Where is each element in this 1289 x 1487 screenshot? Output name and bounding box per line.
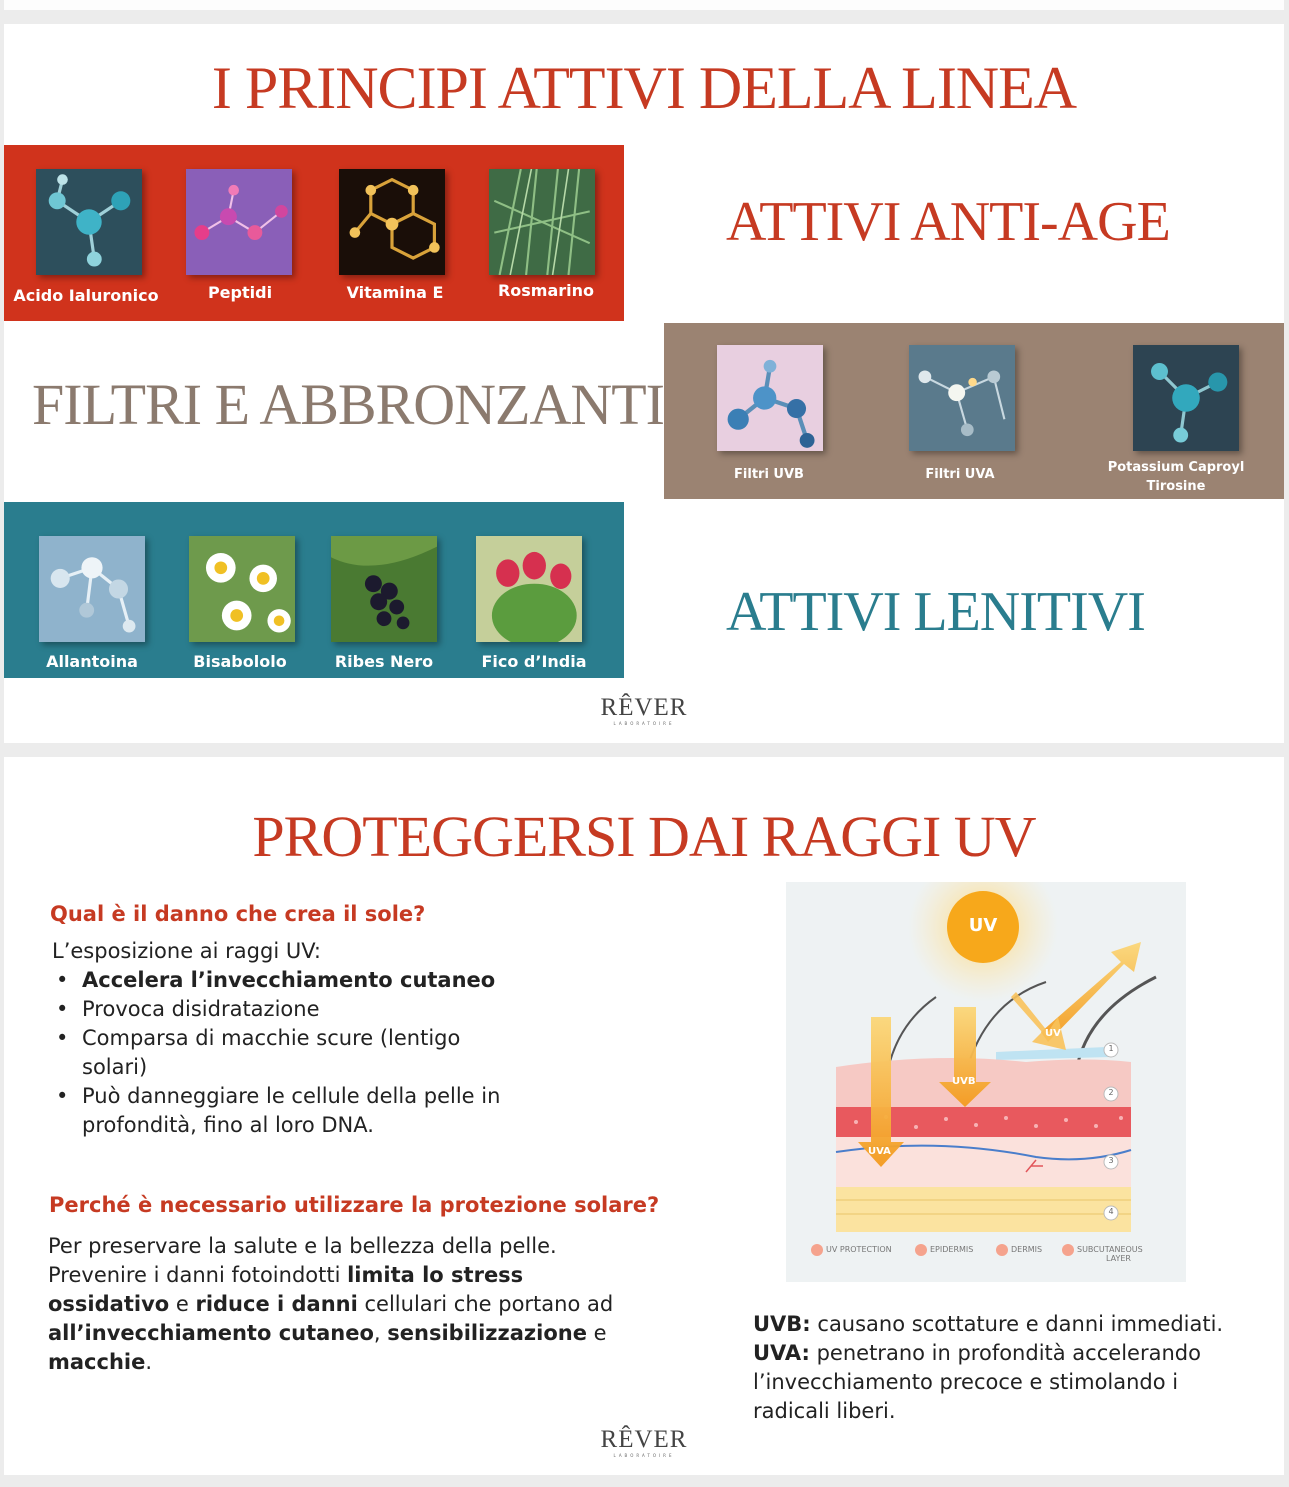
slide-title: I PRINCIPI ATTIVI DELLA LINEA: [211, 55, 1077, 121]
item-label: Allantoina: [46, 652, 138, 671]
slide-title: PROTEGGERSI DAI RAGGI UV: [252, 804, 1036, 869]
intro-text: L’esposizione ai raggi UV:: [52, 939, 321, 963]
item-label: Ribes Nero: [334, 652, 434, 671]
filtri-heading: FILTRI E ABBRONZANTI: [32, 372, 664, 437]
chamomile-icon: [189, 536, 295, 642]
protection-paragraph: Per preservare la salute e la bellezza della pelle. Prevenire i danni fotoindotti limita lo stress ossidativo e riduce i danni cellulari che portano ad all’invecchiamento cutaneo, sensibilizzazione e macchie.: [48, 1234, 614, 1374]
lenitivi-panel: [4, 502, 624, 678]
item-label: Bisabololo: [193, 652, 287, 671]
list-item: • Può danneggiare le cellule della pelle in profondità, fino al loro DNA.: [52, 1082, 532, 1140]
damage-list: [52, 966, 532, 1140]
uv-skin-diagram: [786, 882, 1186, 1282]
filtri-panel: [664, 323, 1284, 499]
legend-item: DERMIS: [1011, 1245, 1043, 1254]
molecule-purple-icon: [186, 169, 292, 275]
item-label-line2: Tirosine: [1146, 479, 1206, 494]
item-label: Filtri UVA: [925, 467, 995, 482]
uv-types-text: UVB: causano scottature e danni immediati. UVA: penetrano in profondità accelerando l’invecchiamento precoce e stimolando i radicali liberi.: [753, 1312, 1224, 1423]
blackcurrant-icon: [331, 536, 437, 642]
item-label: Acido Ialuronico: [13, 286, 159, 305]
question-heading: Qual è il danno che crea il sole?: [50, 902, 426, 926]
list-item: • Comparsa di macchie scure (lentigo solari): [52, 1024, 532, 1082]
slide-raggi-uv: [4, 757, 1284, 1475]
arrow-label-uvb: UVB: [952, 1076, 976, 1087]
item-label: Potassium Caproyl: [1107, 460, 1245, 475]
arrow-label-uv: UV: [1045, 1028, 1061, 1039]
slide-principi-attivi: [4, 24, 1284, 743]
antiage-panel: [4, 145, 624, 321]
layer-number: 1: [1108, 1044, 1114, 1053]
legend-item: SUBCUTANEOUS: [1077, 1245, 1143, 1254]
antiage-heading: ATTIVI ANTI-AGE: [726, 191, 1170, 253]
previous-slide-edge: [4, 0, 1284, 10]
sun-label: UV: [968, 915, 998, 936]
molecule-teal-icon: [36, 169, 142, 275]
molecule-gold-icon: [339, 169, 445, 275]
brand-logo: RÊVER LABORATOIRE: [600, 694, 688, 726]
arrow-label-uva: UVA: [868, 1146, 891, 1157]
brand-logo: RÊVER LABORATOIRE: [600, 1426, 688, 1458]
item-label: Peptidi: [207, 283, 273, 302]
molecule-teal-icon: [1133, 345, 1239, 451]
prickly-pear-icon: [476, 536, 582, 642]
list-item: • Provoca disidratazione: [52, 995, 532, 1024]
rosemary-icon: [489, 169, 595, 275]
layer-number: 2: [1108, 1088, 1114, 1097]
item-label: Rosmarino: [497, 281, 595, 300]
question-heading: Perché è necessario utilizzare la protezione solare?: [49, 1193, 660, 1217]
legend-item: EPIDERMIS: [930, 1245, 974, 1254]
item-label: Vitamina E: [346, 283, 444, 302]
legend-item: UV PROTECTION: [826, 1245, 892, 1254]
lenitivi-heading: ATTIVI LENITIVI: [726, 581, 1145, 643]
molecule-grey-icon: [909, 345, 1015, 451]
legend-item-extra: LAYER: [1106, 1254, 1131, 1263]
molecule-silver-icon: [39, 536, 145, 642]
layer-number: 3: [1108, 1156, 1114, 1165]
layer-number: 4: [1108, 1207, 1114, 1216]
molecule-blue-icon: [717, 345, 823, 451]
item-label: Fico d’India: [481, 652, 587, 671]
list-item: • Accelera l’invecchiamento cutaneo: [52, 966, 532, 995]
item-label: Filtri UVB: [734, 467, 804, 482]
